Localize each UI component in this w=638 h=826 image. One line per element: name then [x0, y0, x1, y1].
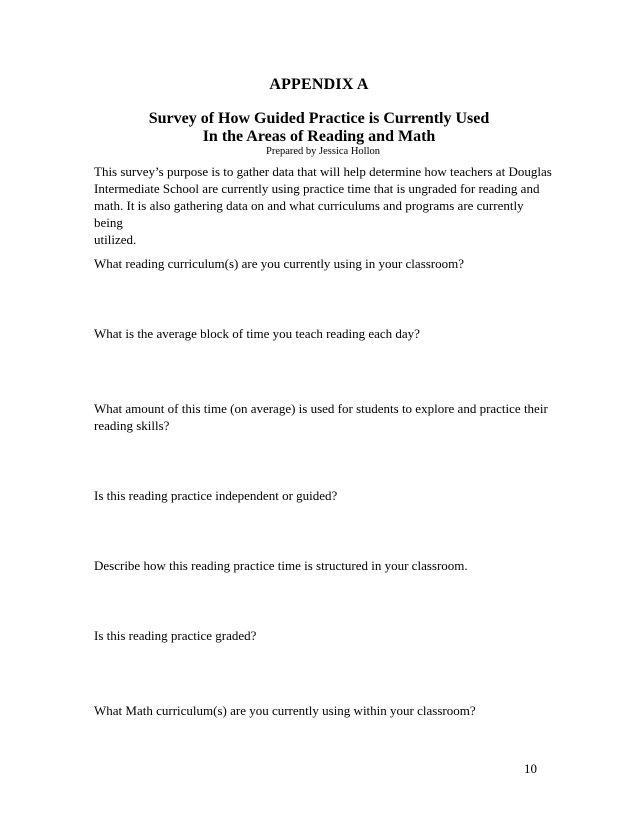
- question-practice-graded: [94, 627, 554, 644]
- intro-line: Intermediate School are currently using practice time that is ungraded for reading and: [94, 181, 540, 196]
- intro-paragraph: [94, 163, 554, 248]
- prepared-by: Prepared by Jessica Hollon: [265, 146, 380, 157]
- question-text: Is this reading practice graded?: [94, 628, 257, 643]
- question-text: Is this reading practice independent or guided?: [94, 488, 338, 503]
- question-text: What is the average block of time you teach reading each day?: [94, 326, 420, 341]
- intro-line: utilized.: [94, 232, 137, 247]
- appendix-heading: APPENDIX A: [269, 76, 369, 93]
- question-reading-curriculum: [94, 255, 554, 272]
- question-math-curriculum: [94, 702, 554, 719]
- question-practice-structure: [94, 557, 554, 574]
- question-text: Describe how this reading practice time is structured in your classroom.: [94, 558, 468, 573]
- question-text: What reading curriculum(s) are you currently using in your classroom?: [94, 256, 465, 271]
- question-reading-time-block: [94, 325, 554, 342]
- question-practice-time-amount: [94, 400, 554, 434]
- question-text: What Math curriculum(s) are you currently using within your classroom?: [94, 703, 476, 718]
- intro-line: This survey’s purpose is to gather data that will help determine how teachers at Douglas: [94, 164, 552, 179]
- question-text: What amount of this time (on average) is used for students to explore and practice their: [94, 401, 548, 416]
- survey-title: [0, 110, 638, 146]
- survey-title-line-1: Survey of How Guided Practice is Currently Used: [148, 110, 490, 127]
- question-independent-or-guided: [94, 487, 554, 504]
- page-number: 10: [524, 761, 537, 776]
- intro-line: math. It is also gathering data on and what curriculums and programs are currently being: [94, 198, 524, 230]
- question-text: reading skills?: [94, 418, 170, 433]
- survey-title-line-2: In the Areas of Reading and Math: [202, 128, 436, 145]
